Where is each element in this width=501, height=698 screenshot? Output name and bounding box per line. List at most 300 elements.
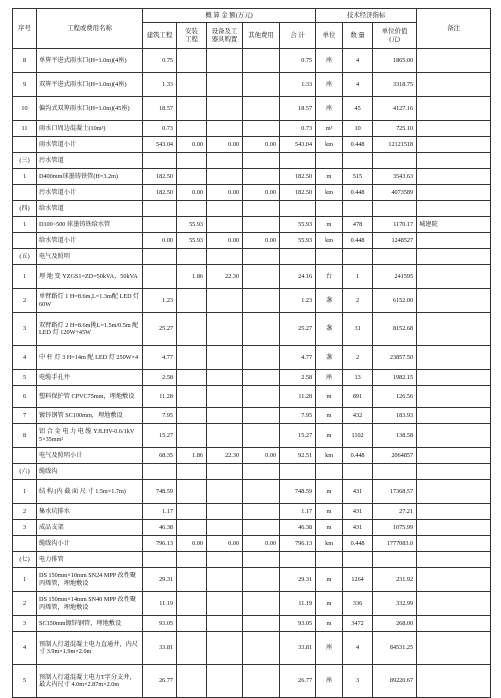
cell-seq: 8 <box>13 49 37 73</box>
section-title: 污水管道 <box>37 153 143 169</box>
cell-qty: 1264 <box>343 568 373 592</box>
cell-name: 偏沟式双箅雨水口(H=1.0m)(45座) <box>37 97 143 121</box>
cell-install <box>177 49 207 73</box>
cell-other <box>243 568 280 592</box>
cell-build: 11.19 <box>143 592 177 616</box>
cell-name: 成品支架 <box>37 520 143 536</box>
cell-seq: 7 <box>13 408 37 424</box>
cell-total: 92.51 <box>280 448 316 464</box>
cell-build: 93.05 <box>143 616 177 632</box>
cell-other <box>243 217 280 233</box>
cell-total: 2.58 <box>280 370 316 386</box>
cell-install: 1.86 <box>177 448 207 464</box>
cell-remark <box>417 520 491 536</box>
cell-qty: 2 <box>343 346 373 370</box>
table-row <box>13 448 491 464</box>
header-seq: 序号 <box>13 9 37 49</box>
cell-price: 1865.00 <box>373 49 417 73</box>
cell-empty <box>177 249 207 265</box>
cell-seq: 6 <box>13 386 37 408</box>
cell-equip <box>207 592 243 616</box>
header-total: 合 计 <box>280 23 316 49</box>
cell-seq: 3 <box>13 520 37 536</box>
table-row <box>13 386 491 408</box>
cell-seq: 8 <box>13 424 37 448</box>
cell-remark <box>417 97 491 121</box>
cell-build: 182.50 <box>143 185 177 201</box>
cell-empty <box>280 249 316 265</box>
cell-equip: 22.30 <box>207 448 243 464</box>
cell-remark <box>417 448 491 464</box>
cell-empty <box>417 464 491 480</box>
cell-install <box>177 408 207 424</box>
cell-build: 1.33 <box>143 73 177 97</box>
cell-install <box>177 616 207 632</box>
cell-name: 电缆手孔井 <box>37 370 143 386</box>
cell-remark <box>417 169 491 185</box>
cell-build: 7.95 <box>143 408 177 424</box>
cell-seq: 2 <box>13 289 37 313</box>
cell-price: 3318.75 <box>373 73 417 97</box>
cell-name: SC150mm镀锌钢管，埋地敷设 <box>37 616 143 632</box>
table-row <box>13 346 491 370</box>
cell-empty <box>373 201 417 217</box>
cell-unit: 座 <box>316 632 343 665</box>
cell-empty <box>177 201 207 217</box>
cell-empty <box>207 552 243 568</box>
cell-seq: 1 <box>13 568 37 592</box>
cell-other <box>243 424 280 448</box>
cell-unit: 盏 <box>316 346 343 370</box>
cell-other <box>243 73 280 97</box>
cell-remark <box>417 386 491 408</box>
cell-other <box>243 632 280 665</box>
cell-equip: 22.30 <box>207 265 243 289</box>
cell-remark <box>417 424 491 448</box>
cell-remark <box>417 185 491 201</box>
cell-empty <box>373 552 417 568</box>
cell-empty <box>417 249 491 265</box>
cell-equip <box>207 616 243 632</box>
cell-qty: 4 <box>343 632 373 665</box>
table-row <box>13 536 491 552</box>
cell-unit: km <box>316 536 343 552</box>
cell-build: 15.27 <box>143 424 177 448</box>
cell-remark <box>417 536 491 552</box>
cell-remark <box>417 480 491 504</box>
cell-total: 543.04 <box>280 137 316 153</box>
cell-build: 0.75 <box>143 49 177 73</box>
cell-seq: 2 <box>13 592 37 616</box>
cell-other: 0.00 <box>243 448 280 464</box>
estimate-sheet <box>12 8 490 698</box>
cell-build: 2.58 <box>143 370 177 386</box>
cell-name: 埋 地 变 YZGS1=ZD=50kVA，50kVA <box>37 265 143 289</box>
cell-price: 1982.15 <box>373 370 417 386</box>
cell-total: 1.33 <box>280 73 316 97</box>
cell-price: 84531.25 <box>373 632 417 665</box>
cell-install <box>177 665 207 698</box>
cell-unit: 座 <box>316 370 343 386</box>
cell-other <box>243 480 280 504</box>
cell-seq: (七) <box>13 552 37 568</box>
cell-seq: 1 <box>13 265 37 289</box>
cell-empty <box>316 201 343 217</box>
cell-remark <box>417 370 491 386</box>
cell-unit: km <box>316 137 343 153</box>
cell-install <box>177 632 207 665</box>
cell-empty <box>343 153 373 169</box>
cell-build: 1.17 <box>143 504 177 520</box>
cell-total: 0.73 <box>280 121 316 137</box>
cell-other <box>243 408 280 424</box>
cell-build: 0.73 <box>143 121 177 137</box>
table-row <box>13 265 491 289</box>
cell-price: 725.10 <box>373 121 417 137</box>
cell-price: 126.56 <box>373 386 417 408</box>
cell-seq: (四) <box>13 201 37 217</box>
cell-name: 双箅平进式雨水口(H=1.0m)(4座) <box>37 73 143 97</box>
header-unit: 单位 <box>316 23 343 49</box>
cell-empty <box>316 552 343 568</box>
cell-seq: 1 <box>13 217 37 233</box>
cell-build: 11.28 <box>143 386 177 408</box>
table-row <box>13 169 491 185</box>
cell-price: 183.93 <box>373 408 417 424</box>
table-row <box>13 408 491 424</box>
cell-qty: 891 <box>343 386 373 408</box>
cell-qty: 4 <box>343 73 373 97</box>
cell-empty <box>343 552 373 568</box>
cell-empty <box>343 249 373 265</box>
cell-empty <box>280 552 316 568</box>
cell-install: 0.00 <box>177 185 207 201</box>
cell-total: 11.19 <box>280 592 316 616</box>
header-price: 单位价值 (元) <box>373 23 417 49</box>
cell-total: 748.59 <box>280 480 316 504</box>
cell-total: 46.38 <box>280 520 316 536</box>
table-row <box>13 49 491 73</box>
cell-seq: 11 <box>13 121 37 137</box>
cell-price: 1248527 <box>373 233 417 249</box>
cell-install <box>177 169 207 185</box>
table-row <box>13 665 491 698</box>
section-title: 缆线沟 <box>37 464 143 480</box>
cell-empty <box>207 201 243 217</box>
cell-empty <box>373 153 417 169</box>
cell-build: 182.50 <box>143 169 177 185</box>
cell-price: 8152.68 <box>373 313 417 346</box>
cell-qty: 4 <box>343 49 373 73</box>
cell-unit: m <box>316 480 343 504</box>
cell-other: 0.00 <box>243 185 280 201</box>
cell-qty: 1102 <box>343 424 373 448</box>
cell-qty: 3 <box>343 665 373 698</box>
cell-equip: 0.00 <box>207 233 243 249</box>
cell-other: 0.00 <box>243 536 280 552</box>
cell-empty <box>207 249 243 265</box>
cell-equip: 0.00 <box>207 536 243 552</box>
cell-price: 332.99 <box>373 592 417 616</box>
section-row <box>13 249 491 265</box>
cell-install <box>177 121 207 137</box>
cell-install <box>177 313 207 346</box>
cell-install <box>177 289 207 313</box>
cell-total: 0.75 <box>280 49 316 73</box>
cell-unit: km <box>316 185 343 201</box>
cell-qty: 0.448 <box>343 233 373 249</box>
cell-price: 1170.17 <box>373 217 417 233</box>
header-equip: 设备及工 器具购置 <box>207 23 243 49</box>
header-name: 工程或费用名称 <box>37 9 143 49</box>
cell-other <box>243 97 280 121</box>
cell-other <box>243 346 280 370</box>
cell-build: 796.13 <box>143 536 177 552</box>
cell-name: 电气及照明小计 <box>37 448 143 464</box>
cell-equip <box>207 665 243 698</box>
cell-install: 0.00 <box>177 137 207 153</box>
table-row <box>13 632 491 665</box>
cell-qty: 3472 <box>343 616 373 632</box>
cell-price: 268.00 <box>373 616 417 632</box>
cell-qty: 2 <box>343 289 373 313</box>
cell-empty <box>243 552 280 568</box>
header-remark: 备注 <box>417 9 491 49</box>
cell-empty <box>280 153 316 169</box>
cell-remark <box>417 616 491 632</box>
cell-name: 中 杆 灯 3 H=14m 配 LED 灯 250W×4 <box>37 346 143 370</box>
table-row <box>13 592 491 616</box>
cell-name: DS 150mm×14mm SN40 MPP 改性聚丙烯管，埋地敷设 <box>37 592 143 616</box>
cell-name: 双臂路灯 2 H=8.6m挑L=1.5m/0.5m 配 LED 灯 120W+45W <box>37 313 143 346</box>
cell-price: 241595 <box>373 265 417 289</box>
cell-total: 182.50 <box>280 185 316 201</box>
cell-empty <box>207 464 243 480</box>
cell-unit: m <box>316 386 343 408</box>
cell-total: 796.13 <box>280 536 316 552</box>
cell-build: 0.00 <box>143 233 177 249</box>
cell-build: 4.77 <box>143 346 177 370</box>
cell-name: 塑料保护管 CPVC75mm，埋地敷设 <box>37 386 143 408</box>
cell-qty: 1 <box>343 265 373 289</box>
cell-unit: km <box>316 448 343 464</box>
cell-qty: 45 <box>343 97 373 121</box>
cell-seq <box>13 137 37 153</box>
table-row <box>13 568 491 592</box>
cell-build: 33.81 <box>143 632 177 665</box>
cell-empty <box>316 153 343 169</box>
cell-seq: 9 <box>13 73 37 97</box>
cell-seq: 3 <box>13 313 37 346</box>
cell-equip <box>207 386 243 408</box>
cell-unit: m <box>316 424 343 448</box>
cell-price: 3543.63 <box>373 169 417 185</box>
cell-remark <box>417 265 491 289</box>
cell-qty: 432 <box>343 408 373 424</box>
cell-empty <box>417 201 491 217</box>
section-row <box>13 201 491 217</box>
header-estimate-group: 概 算 金 额(万元) <box>143 9 316 23</box>
cell-equip <box>207 97 243 121</box>
section-title: 给水管道 <box>37 201 143 217</box>
cell-qty: 431 <box>343 504 373 520</box>
cell-equip <box>207 424 243 448</box>
cell-other <box>243 49 280 73</box>
table-row <box>13 233 491 249</box>
cell-remark <box>417 49 491 73</box>
cell-price: 1075.99 <box>373 520 417 536</box>
cell-qty: 478 <box>343 217 373 233</box>
cell-price: 12121518 <box>373 137 417 153</box>
cell-unit: 座 <box>316 97 343 121</box>
cell-empty <box>417 552 491 568</box>
cell-equip <box>207 632 243 665</box>
cell-empty <box>143 249 177 265</box>
cell-total: 15.27 <box>280 424 316 448</box>
cell-total: 26.77 <box>280 665 316 698</box>
cell-empty <box>280 464 316 480</box>
cell-seq: 5 <box>13 665 37 698</box>
table-row <box>13 313 491 346</box>
cell-seq: 4 <box>13 632 37 665</box>
cell-seq: 5 <box>13 370 37 386</box>
table-row <box>13 370 491 386</box>
cell-seq: 3 <box>13 616 37 632</box>
cell-total: 93.05 <box>280 616 316 632</box>
cell-equip <box>207 49 243 73</box>
cell-total: 25.27 <box>280 313 316 346</box>
cell-empty <box>243 201 280 217</box>
cell-total: 55.93 <box>280 217 316 233</box>
cell-seq <box>13 536 37 552</box>
cell-name: 预制人行道混凝土电力直通井，内尺寸 3.9m×1.9m×2.0m <box>37 632 143 665</box>
cell-install: 55.93 <box>177 217 207 233</box>
cell-price: 27.21 <box>373 504 417 520</box>
cell-install <box>177 73 207 97</box>
table-row <box>13 480 491 504</box>
cell-seq: (五) <box>13 249 37 265</box>
cell-qty: 13 <box>343 370 373 386</box>
header-tech-group: 技术经济指标 <box>316 9 417 23</box>
cell-equip <box>207 370 243 386</box>
cell-unit: m <box>316 169 343 185</box>
cell-unit: km <box>316 233 343 249</box>
cell-install <box>177 592 207 616</box>
cell-equip <box>207 289 243 313</box>
cell-install: 1.86 <box>177 265 207 289</box>
cell-unit: 座 <box>316 73 343 97</box>
cell-name: 结 构 (内 截 面 尺 寸 1.5m×1.7m) <box>37 480 143 504</box>
cell-other <box>243 121 280 137</box>
cell-remark <box>417 289 491 313</box>
cell-total: 18.57 <box>280 97 316 121</box>
cell-other: 0.00 <box>243 233 280 249</box>
cell-total: 24.16 <box>280 265 316 289</box>
cell-empty <box>243 249 280 265</box>
cell-qty: 0.448 <box>343 536 373 552</box>
cell-unit: m <box>316 408 343 424</box>
cell-price: 231.92 <box>373 568 417 592</box>
cell-empty <box>143 201 177 217</box>
header-build: 建筑工程 <box>143 23 177 49</box>
cell-name: 铝 合 金 电 力 电 缆 YJLHV-0.6/1kV 5×35mm² <box>37 424 143 448</box>
cell-unit: m <box>316 568 343 592</box>
cell-seq: 10 <box>13 97 37 121</box>
cell-build: 1.23 <box>143 289 177 313</box>
cell-remark <box>417 121 491 137</box>
cell-unit: 台 <box>316 265 343 289</box>
cell-unit: m³ <box>316 121 343 137</box>
section-title: 电气及照明 <box>37 249 143 265</box>
cell-seq: 1 <box>13 480 37 504</box>
cell-build: 26.77 <box>143 665 177 698</box>
cell-qty: 515 <box>343 169 373 185</box>
section-row <box>13 464 491 480</box>
cell-other <box>243 265 280 289</box>
cell-other <box>243 289 280 313</box>
cell-unit: 座 <box>316 49 343 73</box>
cell-install <box>177 504 207 520</box>
section-row <box>13 153 491 169</box>
cell-seq <box>13 448 37 464</box>
cell-seq: (三) <box>13 153 37 169</box>
cell-qty: 431 <box>343 480 373 504</box>
cell-price: 6152.00 <box>373 289 417 313</box>
cell-remark <box>417 504 491 520</box>
cell-seq <box>13 185 37 201</box>
cell-build: 25.27 <box>143 313 177 346</box>
cell-build: 29.31 <box>143 568 177 592</box>
cell-empty <box>417 153 491 169</box>
cell-equip <box>207 520 243 536</box>
cell-build <box>143 265 177 289</box>
cell-seq: 2 <box>13 504 37 520</box>
cell-price: 89220.67 <box>373 665 417 698</box>
cell-install <box>177 568 207 592</box>
table-row <box>13 504 491 520</box>
cell-install <box>177 97 207 121</box>
cell-name: 雨水管道小计 <box>37 137 143 153</box>
cell-build: 18.57 <box>143 97 177 121</box>
cell-empty <box>243 153 280 169</box>
cell-total: 1.23 <box>280 289 316 313</box>
cell-empty <box>143 464 177 480</box>
cell-unit: m <box>316 616 343 632</box>
cell-remark <box>417 73 491 97</box>
cell-name: 镀锌钢管 SC100mm，埋地敷设 <box>37 408 143 424</box>
table-row <box>13 616 491 632</box>
cell-empty <box>143 153 177 169</box>
cell-install <box>177 386 207 408</box>
cell-other <box>243 313 280 346</box>
cell-other <box>243 386 280 408</box>
cell-equip <box>207 217 243 233</box>
cell-name: 集水坑排水 <box>37 504 143 520</box>
cell-install <box>177 370 207 386</box>
cell-equip: 0.00 <box>207 185 243 201</box>
cell-other <box>243 665 280 698</box>
cell-build: 748.59 <box>143 480 177 504</box>
header-install: 安装 工程 <box>177 23 207 49</box>
cell-empty <box>343 201 373 217</box>
cell-remark <box>417 408 491 424</box>
cell-price: 17368.57 <box>373 480 417 504</box>
cell-remark: 城建院 <box>417 217 491 233</box>
table-row <box>13 289 491 313</box>
cell-total: 29.31 <box>280 568 316 592</box>
cell-build: 543.04 <box>143 137 177 153</box>
cell-equip <box>207 480 243 504</box>
